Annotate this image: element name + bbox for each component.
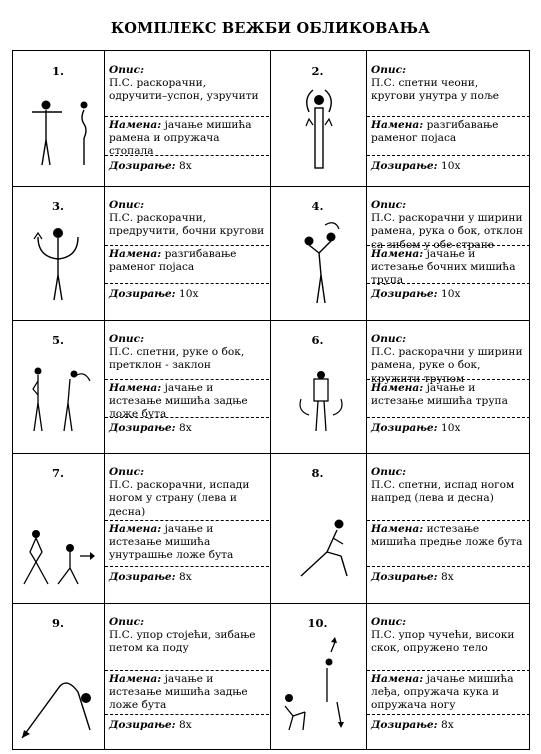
dashed-separator xyxy=(105,283,269,284)
dashed-separator xyxy=(367,714,530,715)
exercise-number: 3. xyxy=(51,199,64,213)
dosage-section xyxy=(105,420,269,437)
purpose-section xyxy=(105,521,269,565)
dosage-label: Дозирање: xyxy=(109,288,176,300)
purpose-section xyxy=(367,380,530,410)
purpose-label: Намена: xyxy=(109,382,162,394)
exercise-figure xyxy=(12,452,104,602)
exercise-info xyxy=(366,50,530,185)
exercise-figure xyxy=(269,602,366,750)
exercise-number: 8. xyxy=(311,466,324,480)
exercise-cell xyxy=(269,602,530,750)
exercise-number: 6. xyxy=(311,333,324,347)
dashed-separator xyxy=(105,714,269,715)
exercise-number: 2. xyxy=(311,64,324,78)
purpose-text: јачање мишића рамена и опружача стопала xyxy=(109,119,252,158)
exercise-figure xyxy=(12,185,104,319)
purpose-label: Намена: xyxy=(371,673,424,685)
description-label: Опис: xyxy=(371,616,406,628)
stick-figure-illustration xyxy=(12,602,104,750)
stick-figure-illustration xyxy=(12,452,104,602)
exercise-figure xyxy=(269,185,366,319)
description-text: П.С. спетни, руке о бок, претклон - заклон xyxy=(109,346,245,372)
exercise-info xyxy=(104,50,269,185)
exercise-number: 4. xyxy=(311,199,324,213)
dashed-separator xyxy=(105,417,269,418)
dosage-section xyxy=(105,717,269,734)
stick-figure-illustration xyxy=(269,50,366,185)
exercise-number: 5. xyxy=(51,333,64,347)
dosage-section xyxy=(367,420,530,437)
exercise-cell xyxy=(269,452,530,602)
dosage-section xyxy=(105,286,269,303)
exercise-info xyxy=(366,602,530,750)
description-label: Опис: xyxy=(371,199,406,211)
purpose-text: јачање и истезање бочних мишића трупа xyxy=(371,248,516,287)
dosage-value: 10х xyxy=(440,422,461,434)
dosage-value: 8х xyxy=(178,571,192,583)
description-section xyxy=(105,197,269,241)
dosage-value: 8х xyxy=(178,422,192,434)
purpose-text: јачање и истезање мишића задње ложе бута xyxy=(109,673,248,712)
purpose-label: Намена: xyxy=(109,523,162,535)
description-label: Опис: xyxy=(109,64,144,76)
exercise-cell xyxy=(12,602,269,750)
dashed-separator xyxy=(105,155,269,156)
dosage-section xyxy=(367,569,530,586)
description-text: П.С. упор стојећи, зибање петом ка поду xyxy=(109,629,256,655)
exercise-info xyxy=(366,452,530,602)
exercise-number: 9. xyxy=(51,616,64,630)
dosage-label: Дозирање: xyxy=(371,571,438,583)
exercise-figure xyxy=(12,50,104,185)
exercise-info xyxy=(104,319,269,452)
description-label: Опис: xyxy=(371,466,406,478)
purpose-label: Намена: xyxy=(109,119,162,131)
exercise-cell xyxy=(12,185,269,319)
exercise-cell xyxy=(12,452,269,602)
exercise-figure xyxy=(12,319,104,452)
exercise-figure xyxy=(12,602,104,750)
description-text: П.С. спетни, испад ногом напред (лева и десна) xyxy=(371,479,515,505)
dosage-value: 8х xyxy=(178,160,192,172)
stick-figure-illustration xyxy=(12,50,104,185)
exercise-number: 10. xyxy=(307,616,328,630)
purpose-label: Намена: xyxy=(371,248,424,260)
dosage-label: Дозирање: xyxy=(109,160,176,172)
dosage-section xyxy=(367,717,530,734)
exercise-cell xyxy=(269,185,530,319)
dosage-label: Дозирање: xyxy=(371,719,438,731)
stick-figure-illustration xyxy=(12,185,104,319)
exercise-info xyxy=(366,319,530,452)
dosage-section xyxy=(105,158,269,175)
purpose-section xyxy=(105,671,269,715)
exercise-number: 1. xyxy=(51,64,64,78)
description-label: Опис: xyxy=(109,466,144,478)
purpose-label: Намена: xyxy=(371,119,424,131)
exercise-info xyxy=(104,185,269,319)
dashed-separator xyxy=(367,417,530,418)
stick-figure-illustration xyxy=(269,602,366,750)
page-title: КОМПЛЕКС ВЕЖБИ ОБЛИКОВАЊА xyxy=(110,20,431,37)
dosage-label: Дозирање: xyxy=(371,288,438,300)
dosage-value: 10х xyxy=(178,288,199,300)
description-text: П.С. раскорачни, одручити–успон, узручити xyxy=(109,77,259,103)
description-text: П.С. спетни чеони, кругови унутра у поље xyxy=(371,77,500,103)
description-section xyxy=(367,614,530,658)
purpose-text: разгибавање раменог појаса xyxy=(371,119,499,145)
purpose-section xyxy=(367,671,530,715)
description-text: П.С. раскорачни, испади ногом у страну (лева и десна) xyxy=(109,479,250,518)
purpose-text: истезање мишића предње ложе бута xyxy=(371,523,523,549)
purpose-section xyxy=(367,521,530,551)
purpose-label: Намена: xyxy=(371,523,424,535)
description-label: Опис: xyxy=(371,64,406,76)
dosage-value: 10х xyxy=(440,288,461,300)
purpose-label: Намена: xyxy=(109,673,162,685)
description-text: П.С. раскорачни, предручити, бочни кругови xyxy=(109,212,265,238)
dashed-separator xyxy=(367,566,530,567)
dosage-label: Дозирање: xyxy=(371,160,438,172)
dosage-value: 8х xyxy=(178,719,192,731)
description-text: П.С. упор чучећи, високи скок, опружено тело xyxy=(371,629,515,655)
description-section xyxy=(105,464,269,521)
description-label: Опис: xyxy=(109,616,144,628)
description-text: П.С. раскорачни у ширини рамена, руке о бок, кружити трупом xyxy=(371,346,523,385)
exercise-figure xyxy=(269,319,366,452)
exercise-info xyxy=(104,602,269,750)
purpose-section xyxy=(105,246,269,276)
dashed-separator xyxy=(367,283,530,284)
stick-figure-illustration xyxy=(269,319,366,452)
exercise-number: 7. xyxy=(51,466,64,480)
description-section xyxy=(105,331,269,375)
dosage-value: 8х xyxy=(440,719,454,731)
purpose-text: јачање и истезање мишића трупа xyxy=(371,382,508,408)
purpose-label: Намена: xyxy=(109,248,162,260)
dosage-value: 8х xyxy=(440,571,454,583)
description-section xyxy=(105,62,269,106)
description-label: Опис: xyxy=(109,333,144,345)
dosage-label: Дозирање: xyxy=(109,571,176,583)
exercise-figure xyxy=(269,50,366,185)
exercise-cell xyxy=(269,319,530,452)
exercise-cell xyxy=(12,50,269,185)
description-label: Опис: xyxy=(371,333,406,345)
dashed-separator xyxy=(105,566,269,567)
exercise-cell xyxy=(269,50,530,185)
exercise-figure xyxy=(269,452,366,602)
purpose-text: јачање и истезање мишића задње ложе бута xyxy=(109,382,248,421)
dosage-label: Дозирање: xyxy=(109,422,176,434)
exercise-info xyxy=(366,185,530,319)
purpose-section xyxy=(367,117,530,147)
description-label: Опис: xyxy=(109,199,144,211)
dosage-section xyxy=(105,569,269,586)
description-section xyxy=(105,614,269,658)
dosage-section xyxy=(367,158,530,175)
dosage-value: 10х xyxy=(440,160,461,172)
description-section xyxy=(367,62,530,106)
dosage-label: Дозирање: xyxy=(109,719,176,731)
stick-figure-illustration xyxy=(12,319,104,452)
purpose-label: Намена: xyxy=(371,382,424,394)
exercise-cell xyxy=(12,319,269,452)
description-text: П.С. раскорачни у ширини рамена, рука о бок, отклон са зибом у обе стране xyxy=(371,212,523,251)
dosage-section xyxy=(367,286,530,303)
purpose-text: јачање мишића леђа, опружача кука и опружача ногу xyxy=(371,673,514,712)
dashed-separator xyxy=(367,155,530,156)
dosage-label: Дозирање: xyxy=(371,422,438,434)
purpose-text: јачање и истезање мишића унутрашње ложе бута xyxy=(109,523,234,562)
stick-figure-illustration xyxy=(269,185,366,319)
stick-figure-illustration xyxy=(269,452,366,602)
purpose-text: разгибавање раменог појаса xyxy=(109,248,237,274)
description-section xyxy=(367,464,530,508)
exercise-info xyxy=(104,452,269,602)
